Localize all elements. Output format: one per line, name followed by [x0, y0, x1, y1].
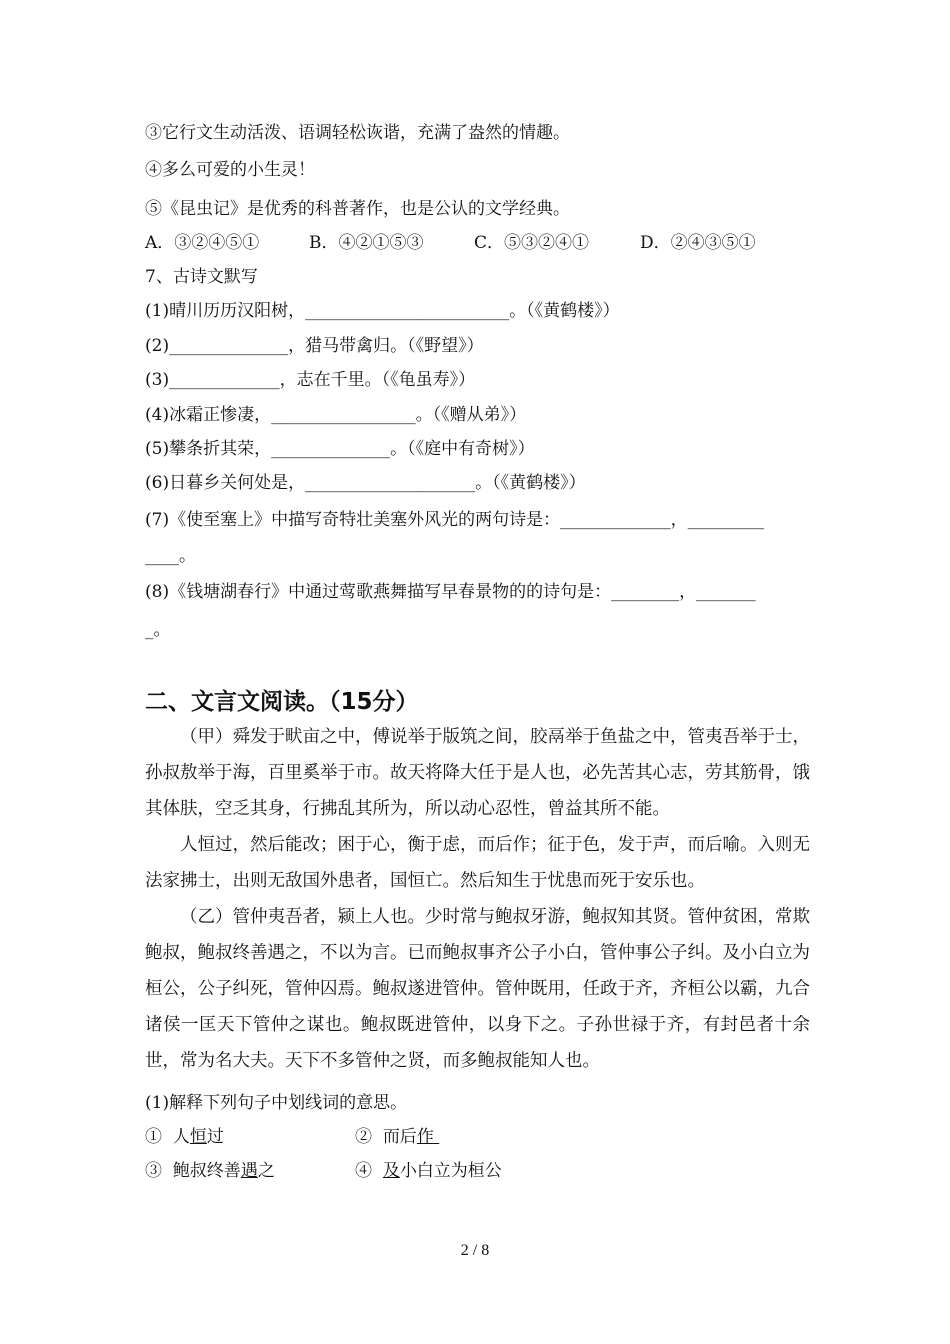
q7-item-8-cont: _。: [145, 620, 171, 640]
q1-item-4-post: 小白立为桓公: [399, 1161, 502, 1181]
item-5: ⑤《昆虫记》是优秀的科普著作，也是公认的文学经典。: [145, 199, 570, 219]
q1-item-2-pre: 而后: [382, 1127, 417, 1147]
q1-item-1-pre: 人: [172, 1127, 190, 1147]
q1-item-1-word: 恒: [189, 1127, 207, 1147]
passage-yi: （乙）管仲夷吾者，颍上人也。少时常与鲍叔牙游，鲍叔知其贤。管仲贫困，常欺鲍叔，鲍叔终善遇之，不以为言。已而鲍叔事齐公子小白，管仲事公子纠。及小白立为桓公，公子纠死，管仲囚焉。鲍叔遂进管仲。管仲既用，任政于齐，齐桓公以霸，九合诸侯一匡天下管仲之谋也。鲍叔既进管仲，以身下之。子孙世禄于齐，有封邑者十余世，常为名大夫。天下不多管仲之贤，而多鲍叔能知人也。: [145, 907, 810, 1071]
q1-item-1-num: ①: [145, 1127, 162, 1147]
q7-item-3: (3)_____________，志在千里。（《龟虽寿》）: [145, 370, 476, 390]
q1-title: (1)解释下列句子中划线词的意思。: [145, 1093, 408, 1113]
q1-item-1: [145, 1126, 224, 1148]
q7-item-5: (5)攀条折其荣，______________。（《庭中有奇树》）: [145, 439, 535, 459]
option-b: B．④②①⑤③: [309, 233, 424, 253]
q1-item-4-num: ④: [355, 1161, 372, 1181]
passage-jia-1: （甲）舜发于畎亩之中，傅说举于版筑之间，胶鬲举于鱼盐之中，管夷吾举于士，孙叔敖举于海，百里奚举于市。故天将降大任于是人也，必先苦其心志，劳其筋骨，饿其体肤，空乏其身，行拂乱其所为，所以动心忍性，曾益其所不能。: [145, 727, 810, 819]
option-d: D．②④③⑤①: [640, 233, 756, 253]
q7-item-7-cont: ____。: [145, 546, 196, 566]
q1-item-4: [355, 1160, 502, 1182]
q7-item-1: (1)晴川历历汉阳树，________________________。（《黄鹤楼》）: [145, 301, 620, 321]
q1-item-2-num: ②: [355, 1127, 372, 1147]
item-4: ④多么可爱的小生灵！: [145, 160, 315, 180]
q1-item-3-pre: 鲍叔终善: [172, 1161, 241, 1181]
q1-item-2-word: 作: [416, 1127, 434, 1147]
q7-item-6: (6)日暮乡关何处是，____________________。（《黄鹤楼》）: [145, 473, 586, 493]
q7-item-4: (4)冰霜正惨凄，_________________。（《赠从弟》）: [145, 405, 527, 425]
q1-item-3-num: ③: [145, 1161, 162, 1181]
q1-item-4-word: 及: [382, 1161, 400, 1181]
q1-item-2: [355, 1126, 439, 1148]
q7-item-2: (2)______________，猎马带禽归。（《野望》）: [145, 336, 484, 356]
q1-item-1-post: 过: [206, 1127, 224, 1147]
passage-jia-2: 人恒过，然后能改；困于心，衡于虑，而后作；征于色，发于声，而后喻。入则无法家拂士，出则无敌国外患者，国恒亡。然后知生于忧患而死于安乐也。: [145, 835, 810, 891]
q7-title: 7、古诗文默写: [145, 267, 258, 287]
q7-item-7: (7)《使至塞上》中描写奇特壮美塞外风光的两句诗是：_____________，_________: [145, 510, 765, 530]
q1-item-3: [145, 1160, 275, 1182]
option-c: C．⑤③②④①: [474, 233, 590, 253]
page-number: 2 / 8: [460, 1242, 490, 1259]
option-a: A．③②④⑤①: [145, 233, 260, 253]
q7-item-8: (8)《钱塘湖春行》中通过莺歌燕舞描写早春景物的的诗句是：________，_______: [145, 582, 756, 602]
section-heading: 二、文言文阅读。（15分）: [145, 689, 419, 715]
item-3: ③它行文生动活泼、语调轻松诙谐，充满了盎然的情趣。: [145, 123, 570, 143]
q1-item-3-word: 遇: [240, 1161, 258, 1181]
q1-item-3-post: 之: [257, 1161, 275, 1181]
